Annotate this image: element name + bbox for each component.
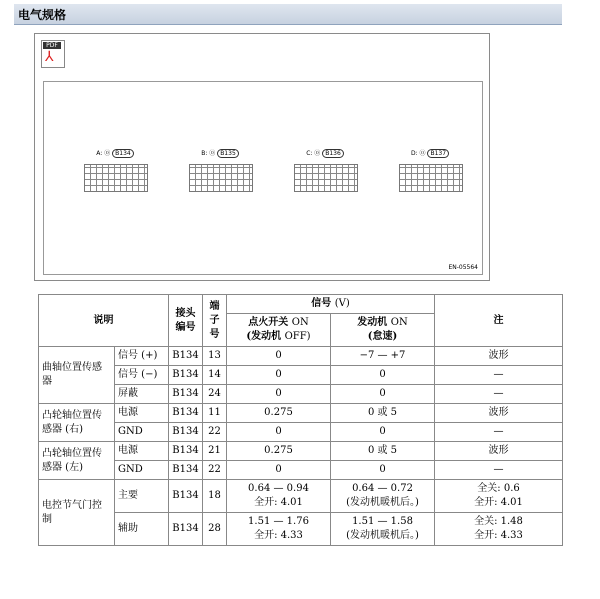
sub-label: GND [115,423,169,442]
eng-cell: 0 [331,423,435,442]
term-cell: 11 [203,404,227,423]
eng-cell: 0 [331,366,435,385]
note-cell [435,480,563,513]
header-ign-label: 点火开关 [248,317,289,328]
ign-cell [227,513,331,546]
header-eng [331,314,435,347]
ign-cell: 0.275 [227,442,331,461]
conn-cell: B134 [169,513,203,546]
conn-cell: B134 [169,366,203,385]
note-cell: 波形 [435,347,563,366]
term-cell: 18 [203,480,227,513]
header-eng-on: ON [390,317,408,328]
ign-value: 0.64 — 0.94 [248,483,309,494]
note-value-2: 全开: 4.01 [474,497,523,508]
diagram-frame [34,33,490,281]
term-cell: 13 [203,347,227,366]
table-row [39,423,563,442]
connector-label: A: ⓪ [96,150,111,157]
sub-label: 主要 [115,480,169,513]
header-ign-sub2: OFF) [284,331,311,342]
group-name: 曲轴位置传感器 [39,347,115,404]
diagram-code: EN-05564 [448,264,478,271]
term-cell: 14 [203,366,227,385]
conn-cell: B134 [169,480,203,513]
connector-a [84,148,148,192]
conn-cell: B134 [169,423,203,442]
table-row [39,347,563,366]
eng-cell [331,513,435,546]
connector-pin-grid [189,164,253,192]
header-signal-label: 信号 [311,298,332,309]
table-row [39,442,563,461]
conn-cell: B134 [169,347,203,366]
sub-label: 屏蔽 [115,385,169,404]
term-cell: 21 [203,442,227,461]
conn-cell: B134 [169,404,203,423]
ign-value-2: 全开: 4.33 [254,530,303,541]
eng-value-2: (发动机暖机后。) [346,530,419,541]
group-name: 电控节气门控制 [39,480,115,546]
note-cell: — [435,461,563,480]
note-cell: — [435,423,563,442]
header-ign-sub1: (发动机 [246,331,282,342]
note-cell: — [435,366,563,385]
eng-value: 1.51 — 1.58 [352,516,413,527]
sub-label: 辅助 [115,513,169,546]
note-cell [435,513,563,546]
header-signal-unit: (V) [334,298,350,309]
section-header [14,4,562,25]
ign-value: 1.51 — 1.76 [248,516,309,527]
note-value: 全关: 1.48 [474,516,523,527]
pdf-tag: PDF [43,42,61,49]
connector-c [294,148,358,192]
conn-cell: B134 [169,385,203,404]
ign-cell: 0.275 [227,404,331,423]
connector-diagram [43,81,483,275]
header-conn: 接头编号 [169,295,203,347]
ign-cell: 0 [227,366,331,385]
note-cell: 波形 [435,442,563,461]
note-value-2: 全开: 4.33 [474,530,523,541]
table-row [39,404,563,423]
term-cell: 22 [203,461,227,480]
group-name: 凸轮轴位置传感器 (左) [39,442,115,480]
sub-label: 信号 (−) [115,366,169,385]
ign-cell: 0 [227,385,331,404]
table-row [39,461,563,480]
header-eng-sub: (怠速) [367,331,398,342]
table-row [39,513,563,546]
sub-label: 信号 (+) [115,347,169,366]
table-row [39,366,563,385]
eng-cell: 0 或 5 [331,404,435,423]
note-cell: 波形 [435,404,563,423]
sub-label: 电源 [115,404,169,423]
connector-id: B137 [427,149,449,158]
note-cell: — [435,385,563,404]
header-ign-on: ON [291,317,309,328]
connector-label: B: ⓪ [201,150,216,157]
ign-cell [227,480,331,513]
header-ign [227,314,331,347]
eng-cell: 0 [331,461,435,480]
connector-id: B134 [112,149,134,158]
connector-id: B136 [322,149,344,158]
conn-cell: B134 [169,461,203,480]
eng-cell [331,480,435,513]
connector-label: D: ⓪ [410,150,426,157]
connector-d [399,148,463,192]
table-row [39,385,563,404]
connector-id: B135 [217,149,239,158]
connector-pin-grid [399,164,463,192]
group-name: 凸轮轴位置传感器 (右) [39,404,115,442]
sub-label: 电源 [115,442,169,461]
eng-cell: 0 或 5 [331,442,435,461]
pdf-icon[interactable] [41,40,65,68]
table-row [39,480,563,513]
header-desc: 说明 [39,295,169,347]
eng-value: 0.64 — 0.72 [352,483,413,494]
eng-value-2: (发动机暖机后。) [346,497,419,508]
header-term: 端子号 [203,295,227,347]
term-cell: 24 [203,385,227,404]
ign-cell: 0 [227,423,331,442]
term-cell: 28 [203,513,227,546]
header-note: 注 [435,295,563,347]
connector-pin-grid [84,164,148,192]
ign-cell: 0 [227,461,331,480]
header-eng-label: 发动机 [357,317,388,328]
acrobat-mark-icon: ⅄ [45,49,54,65]
section-title: 电气规格 [18,8,67,22]
ign-value-2: 全开: 4.01 [254,497,303,508]
connector-b [189,148,253,192]
connector-label: C: ⓪ [306,150,321,157]
eng-cell: −7 — +7 [331,347,435,366]
spec-table [38,294,563,546]
sub-label: GND [115,461,169,480]
ign-cell: 0 [227,347,331,366]
conn-cell: B134 [169,442,203,461]
eng-cell: 0 [331,385,435,404]
header-signal [227,295,435,314]
term-cell: 22 [203,423,227,442]
connector-pin-grid [294,164,358,192]
note-value: 全关: 0.6 [477,483,520,494]
